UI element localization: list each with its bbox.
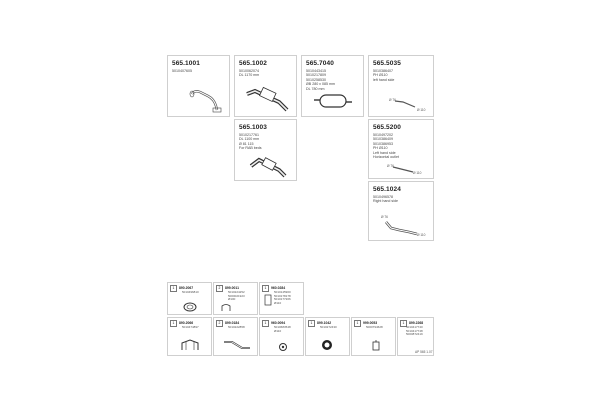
diameter-callout: Ø 76 [381, 215, 388, 219]
accessory-number: 899.2268 [409, 321, 424, 325]
diameter-callout: Ø 76 [387, 164, 394, 168]
accessory-details: 5010272430 [320, 325, 337, 329]
part-details: 5010062074 DL 1170 mm [239, 69, 260, 78]
accessory-details: 5000794628 [366, 325, 383, 329]
accessory-number: 999.0053 [363, 321, 378, 325]
part-details: 5010386407 PH Ø110 left hand side [373, 69, 395, 82]
tailpipe-drawing [393, 98, 421, 112]
part-card-565-1024[interactable] [368, 181, 434, 241]
exhaust-pipe-drawing [186, 84, 226, 114]
accessory-890-2066[interactable] [167, 317, 212, 356]
accessory-number: 890.2066 [179, 321, 194, 325]
accessory-960-0284[interactable] [259, 282, 304, 315]
part-number: 565.1002 [239, 60, 267, 67]
part-card-565-5035[interactable] [368, 55, 434, 117]
sealant-tube-icon [370, 340, 382, 352]
quantity-badge: 1 [354, 320, 361, 327]
rubber-mount-icon [278, 342, 288, 352]
muffler-drawing [314, 90, 354, 112]
quantity-badge: 2 [216, 320, 223, 327]
diameter-callout: Ø 110 [417, 233, 426, 237]
part-card-565-1001[interactable] [167, 55, 230, 117]
accessory-details: 5010224252 5000021923 Ø100 [228, 290, 245, 302]
part-details: 5010407605 [172, 69, 192, 73]
part-number: 565.1003 [239, 124, 267, 131]
diameter-callout: Ø 110 [417, 108, 426, 112]
quantity-badge: 1 [262, 285, 269, 292]
exhaust-pipe-drawing [245, 148, 293, 180]
accessory-details: 5010496810 [182, 290, 199, 294]
part-number: 565.1001 [172, 60, 200, 67]
diameter-callout: Ø 76 [389, 98, 396, 102]
gasket-icon [182, 301, 198, 313]
accessory-number: 960.0094 [271, 321, 286, 325]
accessory-details: 5010145900 5010178178 5010177206 Ø110 [274, 290, 291, 305]
accessory-details: 5010474897 [182, 325, 199, 329]
part-details: 5010443415 5010217809 5010258530 ØB 280 x 085 mm DL 780 mm [306, 69, 335, 91]
accessory-details: 5010417740 5010417748 5000872419 [406, 325, 423, 337]
quantity-badge: 1 [170, 285, 177, 292]
accessory-number: 899.1042 [317, 321, 332, 325]
clamp-icon [220, 303, 232, 313]
part-number: 565.5035 [373, 60, 401, 67]
diameter-callout: Ø 110 [413, 171, 422, 175]
part-details: 5010497202 5010386409 5010386953 PH Ø110 Left hand side Horizontal outlet [373, 133, 399, 160]
quantity-badge: 1 [400, 320, 407, 327]
bracket-icon [263, 293, 273, 307]
quantity-badge: 1 [308, 320, 315, 327]
clamp-ring-icon [320, 338, 334, 352]
part-details: 5010217761 DL 1100 mm Ø 81 115 For RAB beds [239, 133, 262, 151]
quantity-badge: 2 [216, 285, 223, 292]
tailpipe-drawing [383, 218, 426, 238]
accessory-number: 899.0184 [225, 321, 240, 325]
exhaust-pipe-drawing [243, 84, 293, 114]
accessory-number: 960.0284 [271, 286, 286, 290]
accessory-899-1042[interactable] [305, 317, 350, 356]
part-card-565-1003[interactable] [234, 119, 297, 181]
part-number: 565.1024 [373, 186, 401, 193]
accessory-960-0094[interactable] [259, 317, 304, 356]
pipe-connector-icon [222, 338, 252, 352]
quantity-badge: 1 [170, 320, 177, 327]
part-number: 565.5200 [373, 124, 401, 131]
accessory-number: 899.0011 [225, 286, 239, 290]
part-card-565-5200[interactable] [368, 119, 434, 179]
accessory-999-0053[interactable] [351, 317, 396, 356]
accessory-details: 5010683548 Ø110 [274, 325, 291, 333]
accessory-details: 5010222858 [228, 325, 245, 329]
quantity-badge: 1 [262, 320, 269, 327]
accessory-899-0011[interactable] [213, 282, 258, 315]
part-number: 565.7040 [306, 60, 334, 67]
tailpipe-drawing [391, 164, 422, 176]
part-card-565-7040[interactable] [301, 55, 364, 117]
part-details: 5010496578 Right hand side [373, 195, 398, 204]
accessory-number: 890.2067 [179, 286, 194, 290]
footer-code: AP 565 1.07 [415, 350, 433, 354]
accessory-899-0184[interactable] [213, 317, 258, 356]
part-card-565-1002[interactable] [234, 55, 297, 117]
accessory-890-2067[interactable] [167, 282, 212, 315]
clamp-icon [180, 338, 200, 352]
